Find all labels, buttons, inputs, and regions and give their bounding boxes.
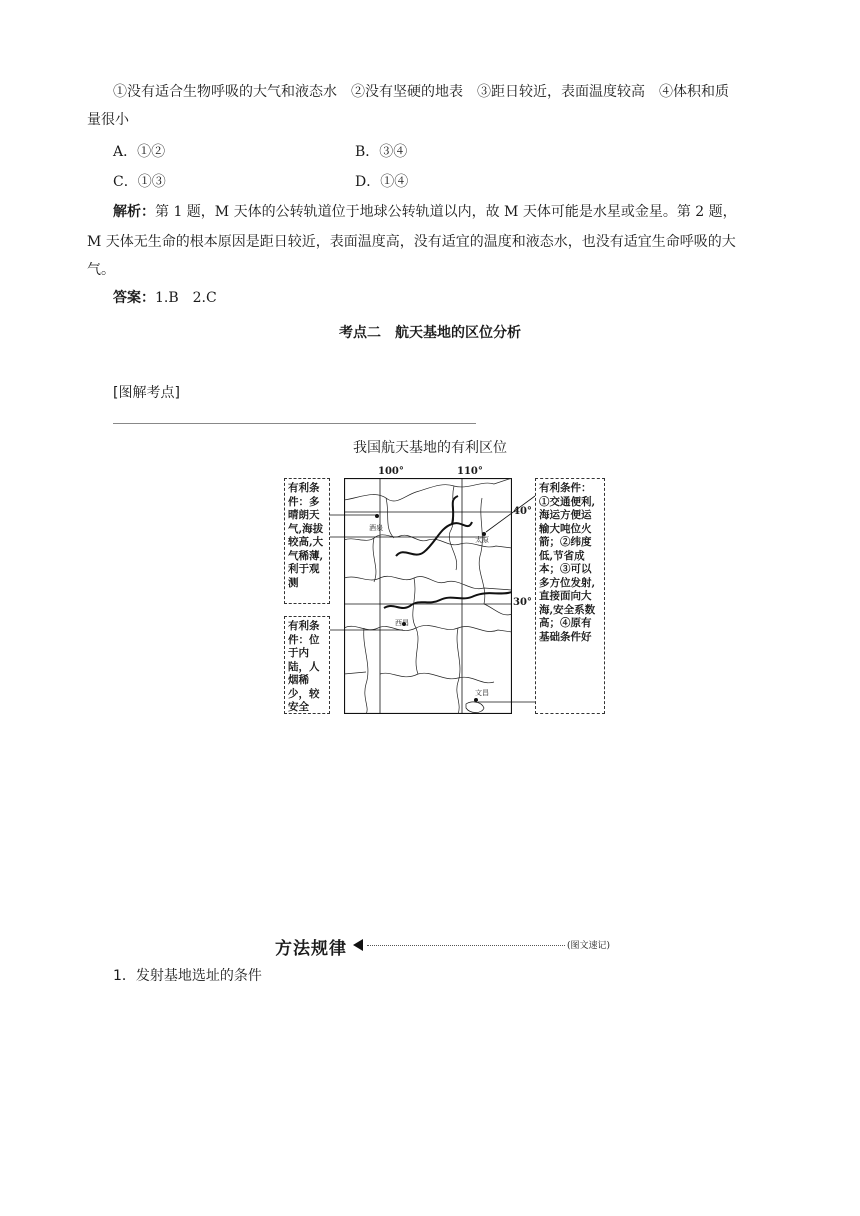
city-wenchang: 文昌 — [475, 689, 489, 697]
figure-title: 我国航天基地的有利区位 — [353, 440, 507, 456]
section-title: 考点二 航天基地的区位分析 — [339, 325, 521, 341]
longitude-label-110: 110° — [457, 466, 483, 477]
method-item-1: 1．发射基地选址的条件 — [113, 968, 262, 984]
banner-title: 方法规律 — [275, 939, 347, 959]
triangle-left-icon — [353, 939, 363, 951]
answer-value: 1.B 2.C — [155, 290, 217, 306]
question-statement-line2: 量很小 — [87, 112, 129, 128]
option-b: B．③④ — [355, 144, 408, 160]
banner-note: (图文速记) — [567, 941, 611, 951]
callout-xichang: 有利条件：位于内陆，人烟稀少，较安全 — [284, 616, 330, 714]
city-xichang: 西昌 — [395, 619, 409, 627]
callout-jiuquan: 有利条件：多晴朗天气,海拔较高,大气稀薄,利于观测 — [284, 478, 330, 604]
option-a: A．①② — [113, 144, 166, 160]
analysis-line3: 气。 — [87, 262, 115, 278]
analysis-line1 — [113, 202, 737, 222]
answer-label: 答案： — [113, 290, 155, 306]
city-taiyuan: 太原 — [475, 536, 489, 544]
analysis-text-1: 第 1 题，M 天体的公转轨道位于地球公转轨道以内，故 M 天体可能是水星或金星。第 2 题， — [155, 204, 737, 220]
callout-taiyuan-wenchang: 有利条件：①交通便利,海运方便运输大吨位火箭；②纬度低,节省成本；③可以多方位发射,直接面向大海,安全系数高；④原有基础条件好 — [535, 478, 605, 714]
divider-line — [113, 423, 476, 424]
method-banner — [275, 934, 620, 959]
dotted-leader — [367, 945, 565, 946]
latitude-label-30: 30° — [513, 597, 532, 608]
map-figure — [282, 466, 608, 716]
longitude-label-100: 100° — [378, 466, 404, 477]
question-statement-line1: ①没有适合生物呼吸的大气和液态水 ②没有坚硬的地表 ③距日较近，表面温度较高 ④体积和质 — [113, 84, 729, 100]
city-jiuquan: 酒泉 — [369, 524, 383, 532]
option-c: C．①③ — [113, 174, 166, 190]
analysis-label: 解析： — [113, 204, 155, 220]
analysis-line2: M 天体无生命的根本原因是距日较近，表面温度高，没有适宜的温度和液态水，也没有适宜生命呼吸的大 — [87, 234, 736, 250]
subsection-label: [图解考点] — [113, 385, 180, 401]
answer-line — [113, 288, 217, 308]
option-d: D．①④ — [355, 174, 409, 190]
latitude-label-40: 40° — [513, 506, 532, 517]
